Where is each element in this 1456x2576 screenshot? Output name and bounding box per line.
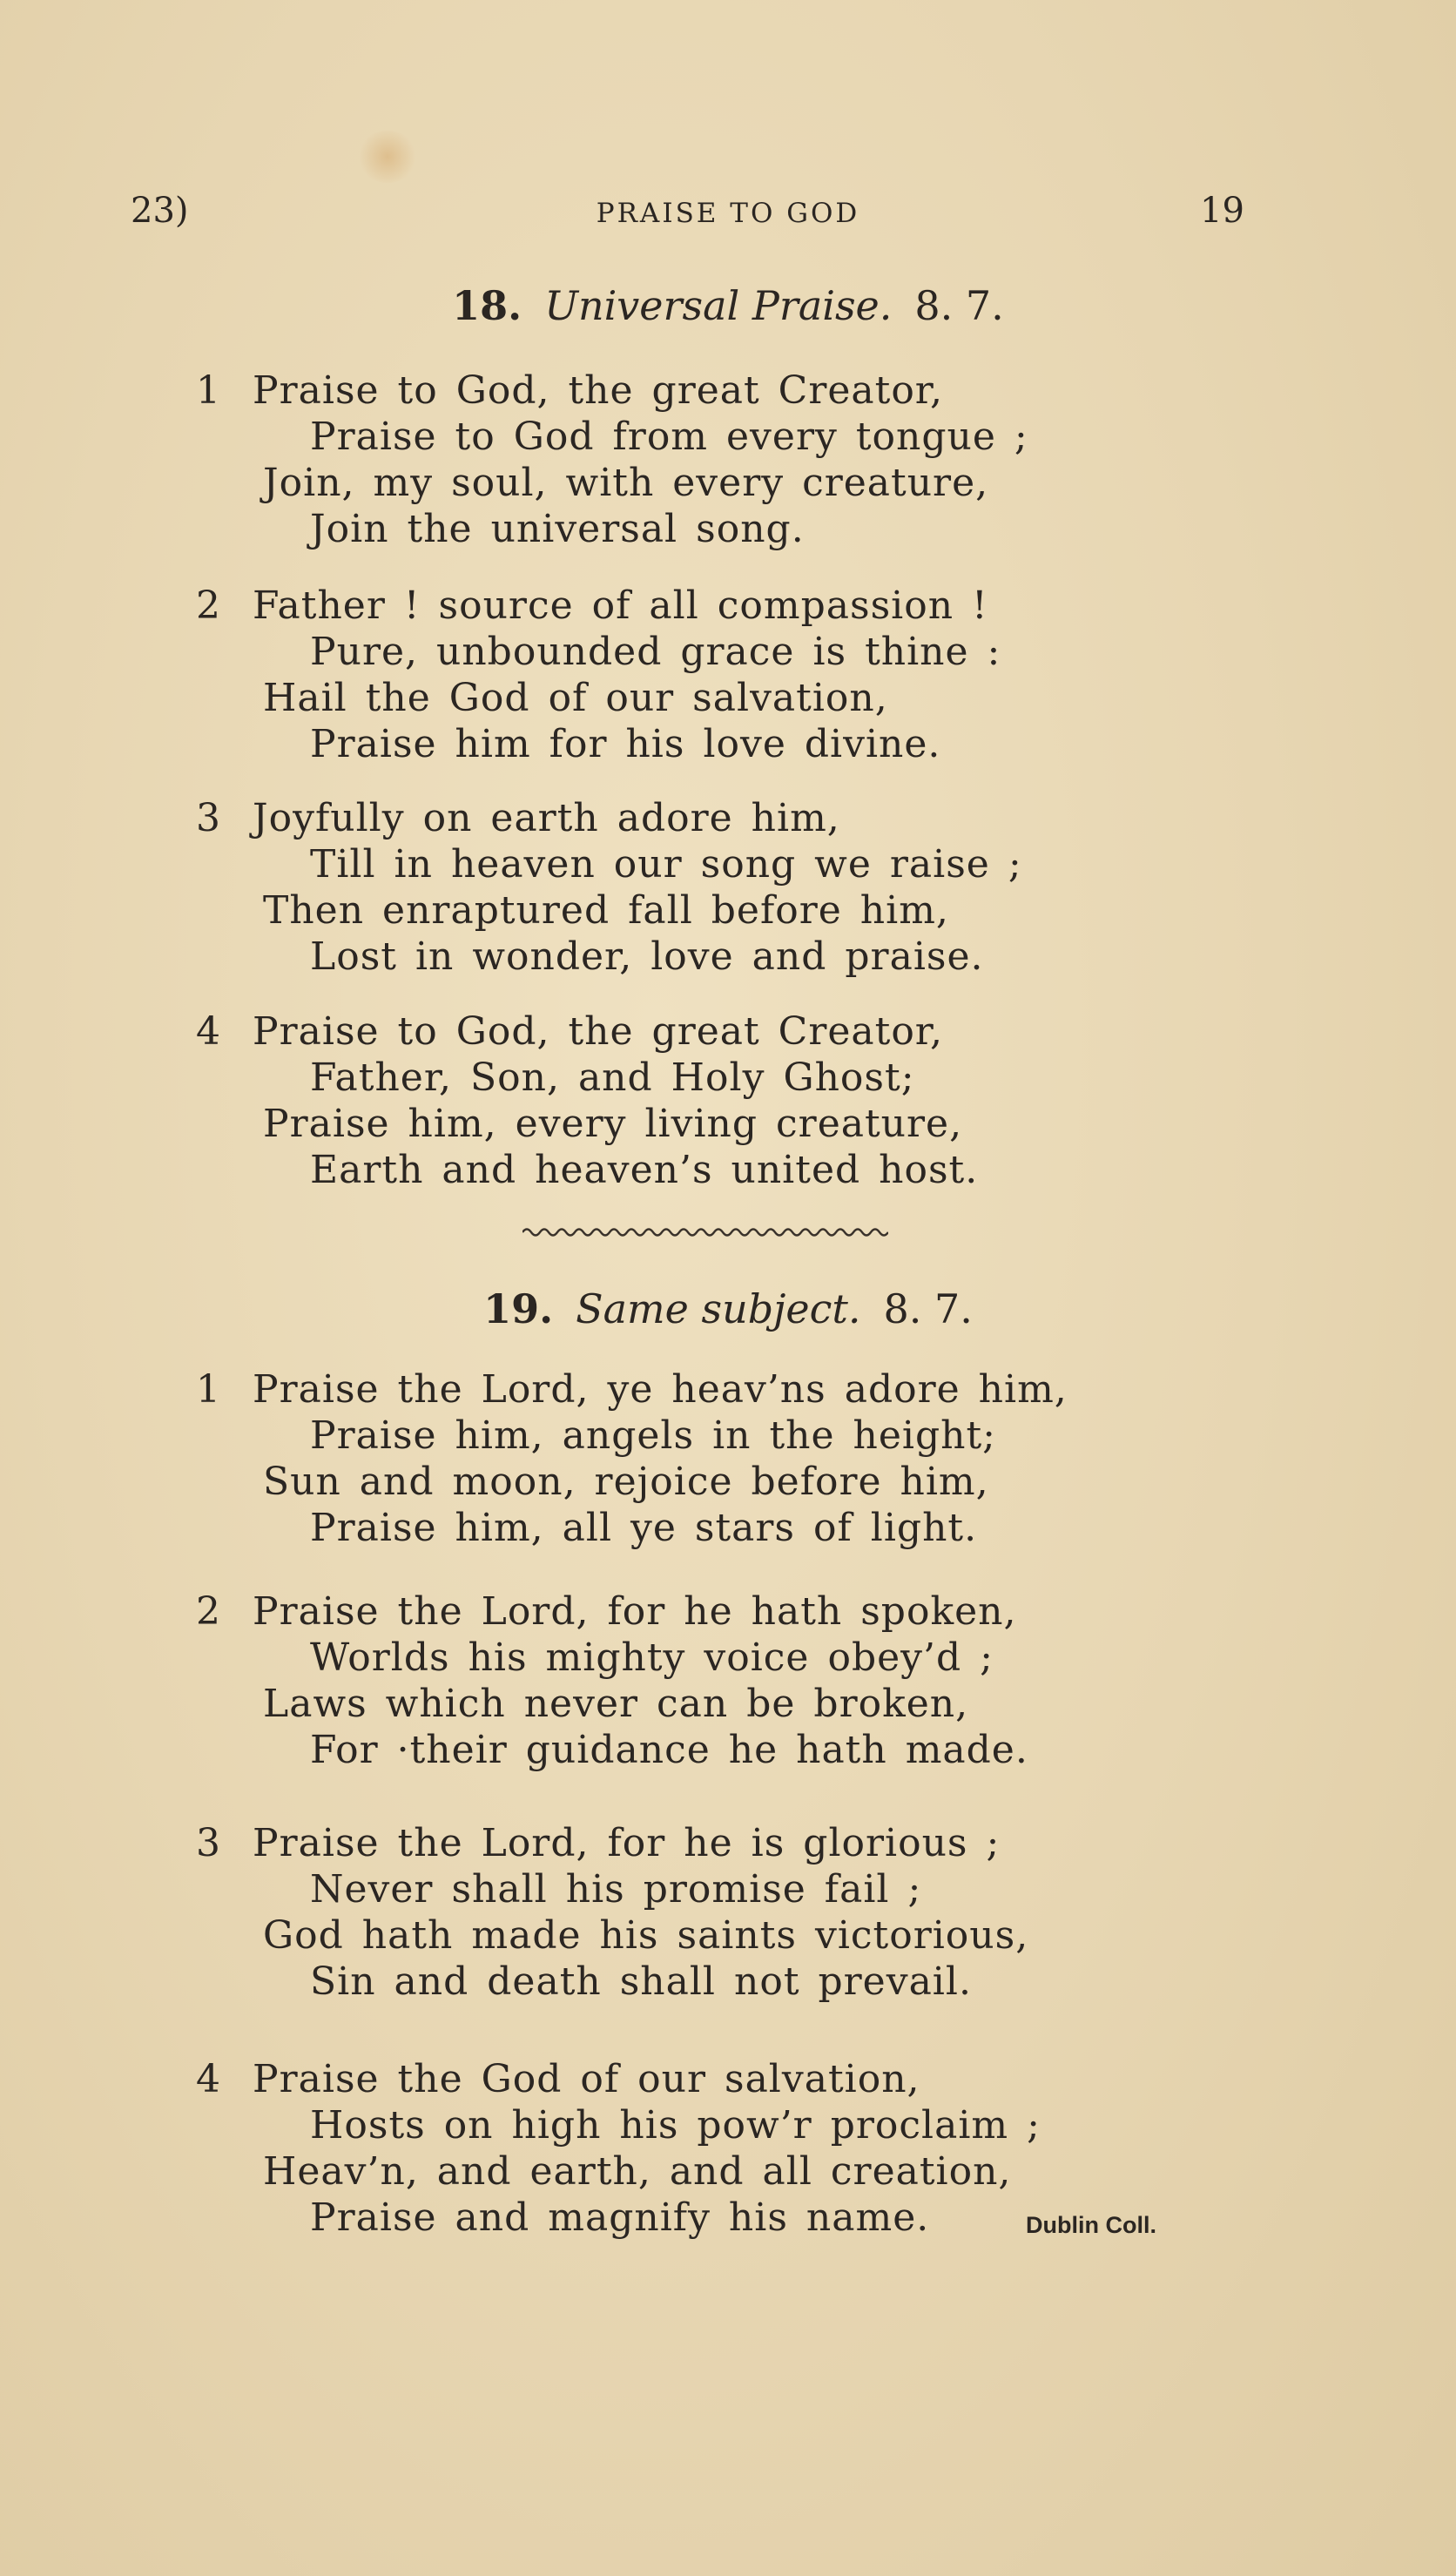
verse-line: God hath made his saints victorious, <box>263 1913 1029 1958</box>
verse-line: Lost in wonder, love and praise. <box>310 934 984 979</box>
paper-stain <box>357 131 418 183</box>
verse-line: Never shall his promise fail ; <box>310 1867 922 1912</box>
verse-line: Praise the Lord, for he is glorious ; <box>253 1821 1001 1865</box>
verse-line: Father, Son, and Holy Ghost; <box>310 1055 915 1100</box>
verse-line: Praise and magnify his name. <box>310 2195 930 2240</box>
verse-line: Praise to God, the great Creator, <box>253 368 943 413</box>
hymn-name: Same subject. <box>576 1285 861 1332</box>
verse-line: Join the universal song. <box>310 507 805 551</box>
verse-line: Then enraptured fall before him, <box>263 888 949 933</box>
attribution: Dublin Coll. <box>1026 2212 1156 2238</box>
verse-line: Praise the Lord, for he hath spoken, <box>253 1589 1017 1634</box>
verse-line: Sun and moon, rejoice before him, <box>263 1460 989 1504</box>
page-number: 19 <box>1200 191 1244 231</box>
verse-line: Sin and death shall not prevail. <box>310 1959 972 2004</box>
hymn-meter: 8. 7. <box>883 1285 973 1332</box>
verse-number: 3 <box>196 1821 220 1865</box>
verse-line: Heav’n, and earth, and all creation, <box>263 2149 1012 2194</box>
verse-line: Joyfully on earth adore him, <box>253 796 840 840</box>
verse-number: 3 <box>196 796 220 840</box>
running-title: PRAISE TO GOD <box>596 198 860 229</box>
verse-line: Father ! source of all compassion ! <box>253 583 988 628</box>
verse-number: 4 <box>196 1009 220 1054</box>
verse-line: Praise the Lord, ye heav’ns adore him, <box>253 1367 1068 1412</box>
verse-line: Praise him, angels in the height; <box>310 1413 996 1458</box>
header-left-mark: 23) <box>131 191 189 231</box>
verse-line: Earth and heaven’s united host. <box>310 1148 979 1192</box>
hymn-meter: 8. 7. <box>914 282 1004 329</box>
wavy-divider-ornament <box>522 1224 888 1241</box>
verse-line: Praise the God of our salvation, <box>253 2057 920 2101</box>
verse-line: Praise him, every living creature, <box>263 1102 963 1146</box>
verse-line: Pure, unbounded grace is thine : <box>310 630 1001 674</box>
verse-number: 1 <box>196 368 220 413</box>
hymn-number: 18. <box>452 282 522 329</box>
verse-line: Praise him, all ye stars of light. <box>310 1506 978 1550</box>
verse-line: Praise to God from every tongue ; <box>310 415 1028 459</box>
hymn-title-19 <box>0 1285 1456 1332</box>
verse-line: Hosts on high his pow’r proclaim ; <box>310 2103 1041 2148</box>
verse-number: 4 <box>196 2057 220 2101</box>
verse-line: Till in heaven our song we raise ; <box>310 842 1022 887</box>
verse-line: For ·their guidance he hath made. <box>310 1728 1028 1772</box>
verse-number: 2 <box>196 583 220 628</box>
verse-line: Praise to God, the great Creator, <box>253 1009 943 1054</box>
verse-number: 1 <box>196 1367 220 1412</box>
verse-line: Worlds his mighty voice obey’d ; <box>310 1635 994 1680</box>
verse-number: 2 <box>196 1589 220 1634</box>
verse-line: Join, my soul, with every creature, <box>263 461 989 505</box>
hymn-title-18 <box>0 282 1456 329</box>
hymn-name: Universal Praise. <box>544 282 893 329</box>
hymn-number: 19. <box>483 1285 554 1332</box>
verse-line: Hail the God of our salvation, <box>263 676 888 720</box>
verse-line: Praise him for his love divine. <box>310 722 941 766</box>
verse-line: Laws which never can be broken, <box>263 1682 969 1726</box>
